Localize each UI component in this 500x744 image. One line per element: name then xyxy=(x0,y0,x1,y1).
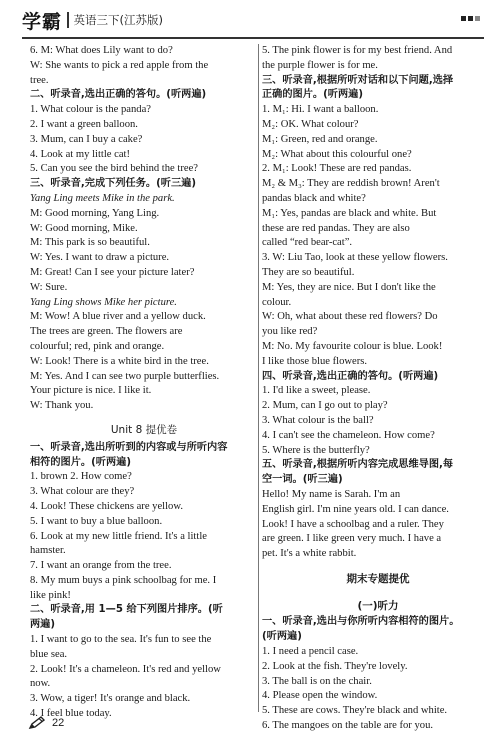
text-line: W: Good morning, Mike. xyxy=(30,222,138,234)
page-header xyxy=(0,0,500,40)
text-line: 5. The pink flower is for my best friend. And xyxy=(262,45,453,56)
text-line: W: She wants to pick a red apple from the xyxy=(30,59,209,71)
text-line: 3. W: Liu Tao, look at these yellow flowers. xyxy=(262,252,448,264)
text-line: W: Sure. xyxy=(30,281,68,293)
text-line: I like those blue flowers. xyxy=(262,355,368,367)
text-line: M₁: Green, red and orange. xyxy=(262,133,378,145)
text-line: 6. Look at my new little friend. It's a little xyxy=(30,530,207,542)
text-line: W: Look! There is a white bird in the tree. xyxy=(30,355,209,367)
text-line: W: Thank you. xyxy=(30,400,94,412)
text-line: English girl. I'm nine years old. I can dance. xyxy=(262,503,449,515)
text-line: Your picture is nice. I like it. xyxy=(30,385,152,397)
section-title: (一)听力 xyxy=(357,599,399,612)
text-line: 3. Wow, a tiger! It's orange and black. xyxy=(30,693,191,705)
text-line: 1. brown 2. How come? xyxy=(30,471,132,483)
left-column xyxy=(30,44,258,722)
section-heading: 三、听录音,根据所听对话和以下问题,选择 xyxy=(262,74,454,86)
text-line: 5. Where is the butterfly? xyxy=(262,444,370,456)
header-rule xyxy=(22,37,484,39)
brand-name: 学霸 xyxy=(22,10,63,33)
section-title: 期末专题提优 xyxy=(346,572,410,585)
book-title: 英语三下(江苏版) xyxy=(73,13,163,27)
right-column xyxy=(262,44,494,734)
text-line: M: No. My favourite colour is blue. Look! xyxy=(262,340,443,352)
text-line: M: Yes, they are nice. But I don't like the xyxy=(262,281,436,293)
spacer xyxy=(262,589,494,595)
section-heading: 一、听录音,选出与你所听内容相符的图片。 xyxy=(262,616,460,628)
section-heading: 空一词。(听三遍) xyxy=(262,474,343,486)
text-line: 5. These are cows. They're black and white. xyxy=(262,705,448,717)
text-line: M₁: Yes, pandas are black and white. But xyxy=(262,207,437,219)
text-line: you like red? xyxy=(262,326,318,338)
text-line: The trees are green. The flowers are xyxy=(30,326,183,338)
column-divider xyxy=(258,44,259,712)
text-line: M₂ & M₃: They are reddish brown! Aren't xyxy=(262,178,440,190)
text-line: Look! I have a schoolbag and a ruler. They xyxy=(262,518,444,530)
text-line: these are red pandas. They are also xyxy=(262,222,410,234)
text-line: M: Good morning, Yang Ling. xyxy=(30,207,160,219)
text-line: M₂: What about this colourful one? xyxy=(262,148,412,160)
text-line: 1. I want to go to the sea. It's fun to see the xyxy=(30,634,212,646)
text-line: 4. I can't see the chameleon. How come? xyxy=(262,429,435,441)
text-line: 3. The ball is on the chair. xyxy=(262,675,372,687)
text-line: 4. I feel blue today. xyxy=(30,708,112,720)
text-line: 2. I want a green balloon. xyxy=(30,118,138,130)
text-line: 2. M₁: Look! These are red pandas. xyxy=(262,163,412,175)
pencil-icon xyxy=(28,716,46,730)
text-line: 6. M: What does Lily want to do? xyxy=(30,45,173,56)
text-line: W: Yes. I want to draw a picture. xyxy=(30,252,170,264)
text-line: 4. Please open the window. xyxy=(262,690,378,702)
section-heading: 一、听录音,选出所听到的内容或与所听内容 xyxy=(30,441,228,453)
section-heading: 相符的图片。(听两遍) xyxy=(30,456,131,468)
section-heading: (听两遍) xyxy=(262,631,302,643)
section-heading: 正确的图片。(听两遍) xyxy=(262,89,363,101)
text-line: M: Wow! A blue river and a yellow duck. xyxy=(30,311,206,323)
text-line: like pink! xyxy=(30,589,71,601)
text-line: 3. What colour are they? xyxy=(30,486,135,498)
text-line: M: This park is so beautiful. xyxy=(30,237,150,249)
text-line: 2. Look at the fish. They're lovely. xyxy=(262,660,408,672)
spacer xyxy=(30,414,258,420)
text-line: M₂: OK. What colour? xyxy=(262,118,359,130)
text-line: 1. M₁: Hi. I want a balloon. xyxy=(262,104,379,116)
text-line: the purple flower is for me. xyxy=(262,59,378,71)
text-line: 1. I need a pencil case. xyxy=(262,646,359,658)
header-decoration xyxy=(461,16,480,21)
text-line: called “red bear-cat”. xyxy=(262,237,353,249)
text-line: 3. Mum, can I buy a cake? xyxy=(30,133,143,145)
text-line: pandas black and white? xyxy=(262,192,366,204)
spacer xyxy=(262,562,494,568)
scene-note: Yang Ling meets Mike in the park. xyxy=(30,192,175,204)
text-line: 4. Look at my little cat! xyxy=(30,148,131,160)
section-heading: 二、听录音,用 1—5 给下列图片排序。(听 xyxy=(30,604,223,616)
text-line: M: Great! Can I see your picture later? xyxy=(30,266,195,278)
text-line: colourful; red, pink and orange. xyxy=(30,340,165,352)
text-line: 5. Can you see the bird behind the tree? xyxy=(30,163,198,175)
text-line: tree. xyxy=(30,74,49,86)
text-line: 2. Look! It's a chameleon. It's red and yellow xyxy=(30,663,221,675)
section-heading: 两遍) xyxy=(30,619,56,631)
text-line: 6. The mangoes on the table are for you. xyxy=(262,720,434,732)
text-line: 2. Mum, can I go out to play? xyxy=(262,400,388,412)
text-line: are green. I like green very much. I have a xyxy=(262,533,442,545)
page-footer xyxy=(28,716,64,730)
text-line: 7. I want an orange from the tree. xyxy=(30,560,172,572)
text-line: colour. xyxy=(262,296,292,308)
text-line: 4. Look! These chickens are yellow. xyxy=(30,500,183,512)
text-line: They are so beautiful. xyxy=(262,266,355,278)
text-line: pet. It's a white rabbit. xyxy=(262,548,357,560)
text-line: M: Yes. And I can see two purple butterflies. xyxy=(30,370,220,382)
brand-logo xyxy=(22,6,163,34)
text-line: 3. What colour is the ball? xyxy=(262,414,374,426)
page-number: 22 xyxy=(52,717,65,729)
section-heading: 四、听录音,选出正确的答句。(听两遍) xyxy=(262,370,439,382)
scene-note: Yang Ling shows Mike her picture. xyxy=(30,296,177,308)
section-heading: 三、听录音,完成下列任务。(听三遍) xyxy=(30,178,196,190)
text-line: 8. My mum buys a pink schoolbag for me. I xyxy=(30,574,217,586)
text-line: W: Oh, what about these red flowers? Do xyxy=(262,311,438,323)
text-line: 1. What colour is the panda? xyxy=(30,104,152,116)
text-line: 5. I want to buy a blue balloon. xyxy=(30,515,163,527)
section-heading: 二、听录音,选出正确的答句。(听两遍) xyxy=(30,89,207,101)
text-line: Hello! My name is Sarah. I'm an xyxy=(262,488,401,500)
header-separator xyxy=(67,12,69,28)
section-heading: 五、听录音,根据所听内容完成思维导图,每 xyxy=(262,459,454,471)
text-line: 1. I'd like a sweet, please. xyxy=(262,385,371,397)
text-line: blue sea. xyxy=(30,648,68,660)
text-line: now. xyxy=(30,678,51,690)
unit-title: Unit 8 提优卷 xyxy=(110,423,178,436)
text-line: hamster. xyxy=(30,545,66,557)
